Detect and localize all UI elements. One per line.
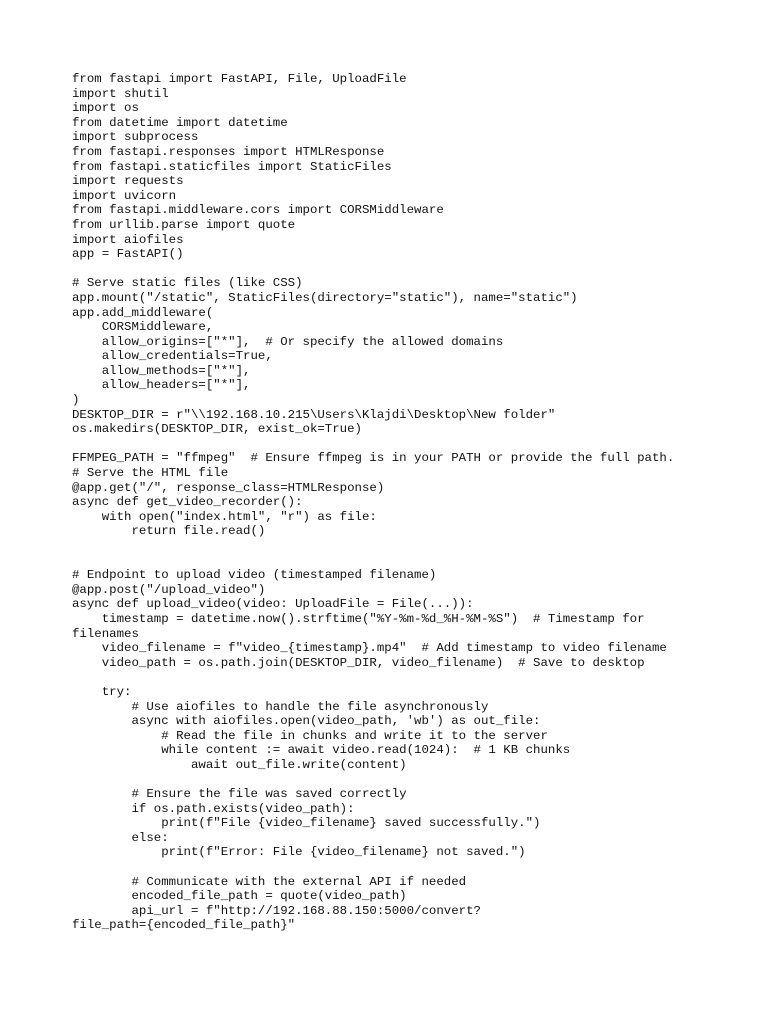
code-line: app.mount("/static", StaticFiles(directory="static"), name="static") xyxy=(72,290,578,305)
code-line: print(f"File {video_filename} saved successfully.") xyxy=(72,816,541,831)
code-line: else: xyxy=(72,830,169,845)
code-line: # Read the file in chunks and write it to the server xyxy=(72,728,548,743)
code-line: from fastapi.staticfiles import StaticFiles xyxy=(72,159,392,174)
code-line xyxy=(72,262,692,277)
code-line: video_filename = f"video_{timestamp}.mp4" # Add timestamp to video filename xyxy=(72,641,667,656)
code-line: from datetime import datetime xyxy=(72,115,288,130)
code-line: import subprocess xyxy=(72,130,199,145)
code-line: allow_origins=["*"], # Or specify the allowed domains xyxy=(72,334,504,349)
code-line: timestamp = datetime.now().strftime("%Y-%m-%d_%H-%M-%S") # Timestamp for xyxy=(72,611,645,626)
code-line: allow_headers=["*"], xyxy=(72,378,251,393)
code-line xyxy=(72,773,692,788)
code-line: from urllib.parse import quote xyxy=(72,217,296,232)
code-line: app = FastAPI() xyxy=(72,247,184,262)
code-line: api_url = f"http://192.168.88.150:5000/convert? xyxy=(72,903,481,918)
code-line: from fastapi.responses import HTMLResponse xyxy=(72,144,385,159)
code-line xyxy=(72,670,692,685)
code-line: from fastapi.middleware.cors import CORSMiddleware xyxy=(72,203,444,218)
code-line: @app.post("/upload_video") xyxy=(72,582,266,597)
code-line: try: xyxy=(72,684,132,699)
code-line: async def upload_video(video: UploadFile = File(...)): xyxy=(72,597,474,612)
code-line: allow_methods=["*"], xyxy=(72,363,251,378)
code-listing xyxy=(72,72,692,933)
code-line: video_path = os.path.join(DESKTOP_DIR, video_filename) # Save to desktop xyxy=(72,655,645,670)
code-line xyxy=(72,554,692,569)
code-line: async def get_video_recorder(): xyxy=(72,495,303,510)
code-line: filenames xyxy=(72,626,139,641)
code-line: CORSMiddleware, xyxy=(72,320,214,335)
code-line: # Communicate with the external API if needed xyxy=(72,874,467,889)
code-line: file_path={encoded_file_path}" xyxy=(72,918,296,933)
code-line: if os.path.exists(video_path): xyxy=(72,801,355,816)
code-line: import os xyxy=(72,101,139,116)
code-line: app.add_middleware( xyxy=(72,305,214,320)
code-line: FFMPEG_PATH = "ffmpeg" # Ensure ffmpeg is in your PATH or provide the full path. xyxy=(72,451,675,466)
code-line: import uvicorn xyxy=(72,188,177,203)
code-line: encoded_file_path = quote(video_path) xyxy=(72,889,407,904)
code-line: print(f"Error: File {video_filename} not saved.") xyxy=(72,845,526,860)
code-line: from fastapi import FastAPI, File, UploadFile xyxy=(72,72,407,86)
code-line: async with aiofiles.open(video_path, 'wb') as out_file: xyxy=(72,714,541,729)
code-line: # Ensure the file was saved correctly xyxy=(72,787,407,802)
code-line xyxy=(72,860,692,875)
code-line: ) xyxy=(72,393,80,408)
code-line: import aiofiles xyxy=(72,232,184,247)
code-line: allow_credentials=True, xyxy=(72,349,273,364)
code-line: with open("index.html", "r") as file: xyxy=(72,509,377,524)
code-line: # Serve the HTML file xyxy=(72,466,229,481)
code-line: await out_file.write(content) xyxy=(72,757,407,772)
code-line: # Use aiofiles to handle the file asynchronously xyxy=(72,699,489,714)
code-line xyxy=(72,437,692,452)
code-line: os.makedirs(DESKTOP_DIR, exist_ok=True) xyxy=(72,422,362,437)
code-line: # Serve static files (like CSS) xyxy=(72,276,303,291)
code-line: while content := await video.read(1024): # 1 KB chunks xyxy=(72,743,571,758)
code-line: DESKTOP_DIR = r"\\192.168.10.215\Users\Klajdi\Desktop\New folder" xyxy=(72,407,556,422)
code-line xyxy=(72,539,692,554)
code-line: return file.read() xyxy=(72,524,266,539)
code-line: import requests xyxy=(72,174,184,189)
code-line: # Endpoint to upload video (timestamped filename) xyxy=(72,568,437,583)
code-line: import shutil xyxy=(72,86,169,101)
code-line: @app.get("/", response_class=HTMLResponse) xyxy=(72,480,385,495)
